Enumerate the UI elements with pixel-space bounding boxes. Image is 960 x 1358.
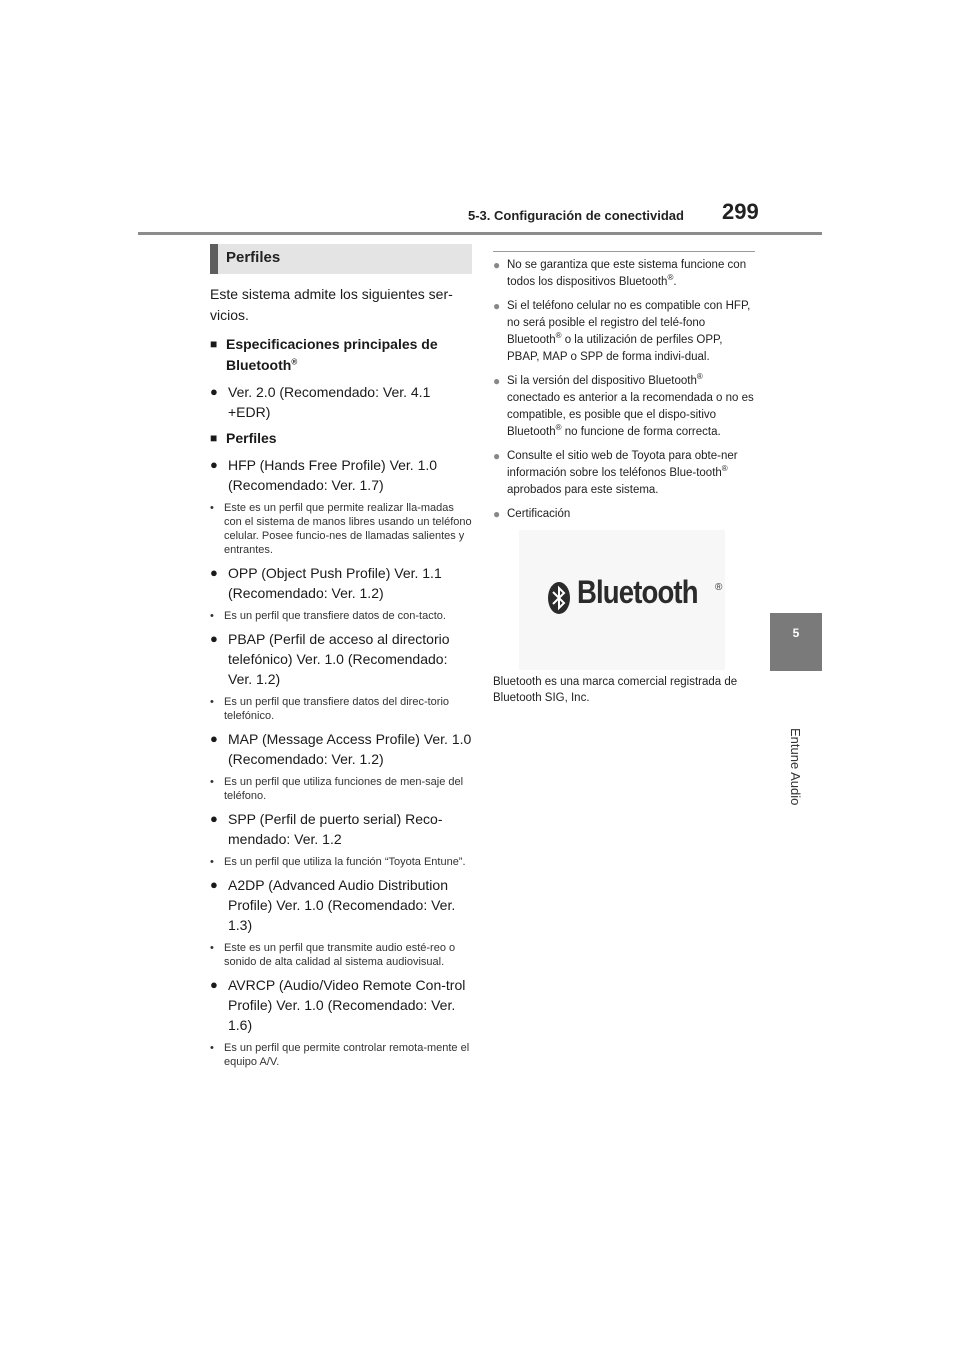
- section-heading: [210, 244, 472, 274]
- bullet-icon: ●: [493, 507, 501, 521]
- note-bullet-icon: •: [210, 776, 214, 788]
- bullet-icon: ●: [210, 631, 218, 646]
- notice-text-part: Consulte el sitio web de Toyota para obte-ner información sobre los teléfonos Blue-tooth: [507, 450, 738, 479]
- notice-item: [493, 448, 755, 499]
- profile-note-text: Este es un perfil que transmite audio esté-reo o sonido de alta calidad al sistema audiovisual.: [224, 942, 456, 968]
- bullet-icon: ●: [210, 384, 218, 399]
- notice-text-part: .: [673, 276, 677, 288]
- note-bullet-icon: •: [210, 696, 214, 708]
- chapter-tab[interactable]: [770, 613, 822, 671]
- profile-note: [210, 695, 472, 723]
- profile-note: [210, 501, 472, 557]
- note-bullet-icon: •: [210, 856, 214, 868]
- registered-mark: ®: [291, 357, 298, 367]
- notice-text: [507, 448, 755, 499]
- intro-paragraph: Este sistema admite los siguientes ser-vicios.: [210, 286, 453, 323]
- profile-note-text: Es un perfil que transfiere datos del direc-torio telefónico.: [224, 696, 450, 722]
- bluetooth-wordmark: Bluetooth: [577, 574, 698, 610]
- notice-text-part: no funcione de forma correcta.: [561, 426, 721, 438]
- registered-mark: ®: [555, 423, 562, 433]
- profile-note-text: Es un perfil que utiliza funciones de men-saje del teléfono.: [224, 776, 464, 802]
- profile-title: HFP (Hands Free Profile) Ver. 1.0 (Recomendado: Ver. 1.7): [228, 457, 438, 493]
- profile-note-text: Es un perfil que utiliza la función “Toyota Entune”.: [224, 856, 466, 868]
- profile-item: [210, 975, 472, 1035]
- square-bullet-icon: ■: [210, 431, 218, 445]
- square-bullet-icon: ■: [210, 337, 218, 351]
- chapter-tab-label: [788, 728, 804, 838]
- registered-mark: ®: [667, 273, 674, 283]
- notice-text-part: conectado es anterior a la recomendada o no es compatible, es posible que el dispo-sitivo Bluetooth: [507, 392, 754, 438]
- profile-note: [210, 855, 472, 869]
- notice-text: [507, 373, 755, 441]
- notice-item: [493, 373, 755, 441]
- bullet-icon: ●: [210, 977, 218, 992]
- bullet-icon: ●: [493, 258, 501, 272]
- profiles-heading-text: Perfiles: [226, 430, 277, 446]
- notice-text: [507, 257, 755, 291]
- bullet-icon: ●: [210, 731, 218, 746]
- profile-title: MAP (Message Access Profile) Ver. 1.0 (Recomendado: Ver. 1.2): [228, 731, 472, 767]
- note-bullet-icon: •: [210, 1042, 214, 1054]
- logo-registered-mark: ®: [715, 582, 723, 593]
- bullet-icon: ●: [210, 565, 218, 580]
- section-title: 5-3. Configuración de conectividad: [468, 208, 684, 223]
- bluetooth-logo: [519, 530, 725, 670]
- profile-item: [210, 629, 472, 689]
- bullet-icon: ●: [210, 877, 218, 892]
- bullet-icon: ●: [493, 374, 501, 388]
- spec-item: [210, 382, 472, 422]
- profile-note: [210, 609, 472, 623]
- profile-item: [210, 563, 472, 603]
- note-bullet-icon: •: [210, 502, 214, 514]
- notice-rule: [493, 251, 755, 252]
- bullet-icon: ●: [210, 811, 218, 826]
- profile-note-text: Es un perfil que permite controlar remota-mente el equipo A/V.: [224, 1042, 470, 1068]
- bullet-icon: ●: [493, 299, 501, 313]
- notice-item: [493, 257, 755, 291]
- notice-text-part: o la utilización de perfiles OPP, PBAP, MAP o SPP de forma indivi-dual.: [507, 334, 723, 363]
- section-heading-text: Perfiles: [226, 249, 281, 266]
- profile-item: [210, 455, 472, 495]
- profile-note: [210, 941, 472, 969]
- notice-text: [507, 298, 755, 366]
- right-column: [493, 252, 755, 706]
- registered-mark: ®: [555, 331, 562, 341]
- registered-mark: ®: [721, 464, 728, 474]
- profile-note-text: Este es un perfil que permite realizar lla-madas con el sistema de manos libres usando un teléfono celular. Posee funcio-nes de llamadas salientes y entrantes.: [224, 502, 472, 556]
- spec-heading: [210, 334, 472, 376]
- note-bullet-icon: •: [210, 610, 214, 622]
- profile-title: OPP (Object Push Profile) Ver. 1.1 (Recomendado: Ver. 1.2): [228, 565, 442, 601]
- bullet-icon: ●: [210, 457, 218, 472]
- profile-item: [210, 875, 472, 935]
- profile-note: [210, 1041, 472, 1069]
- spec-item-text: Ver. 2.0 (Recomendado: Ver. 4.1 +EDR): [228, 384, 431, 420]
- trademark-caption: Bluetooth es una marca comercial registrada de Bluetooth SIG, Inc.: [493, 676, 738, 704]
- page-number: 299: [722, 199, 759, 224]
- profile-title: A2DP (Advanced Audio Distribution Profile) Ver. 1.0 (Recomendado: Ver. 1.3): [228, 877, 456, 933]
- profile-note: [210, 775, 472, 803]
- notice-item: [493, 298, 755, 366]
- profile-title: SPP (Perfil de puerto serial) Reco-mendado: Ver. 1.2: [228, 811, 443, 847]
- bluetooth-icon: [547, 581, 571, 615]
- profile-item: [210, 809, 472, 849]
- profiles-heading: [210, 428, 472, 449]
- profile-note-text: Es un perfil que transfiere datos de con-tacto.: [224, 610, 446, 622]
- notice-text-part: No se garantiza que este sistema funcione con todos los dispositivos Bluetooth: [507, 259, 747, 288]
- notice-text: Certificación: [507, 508, 571, 520]
- profile-title: PBAP (Perfil de acceso al directorio telefónico) Ver. 1.0 (Recomendado: Ver. 1.2): [228, 631, 450, 687]
- notice-text-part: Si el teléfono celular no es compatible con HFP, no será posible el registro del telé-fono Bluetooth: [507, 300, 751, 346]
- chapter-label-text: Entune Audio: [788, 728, 803, 806]
- notice-text-part: aprobados para este sistema.: [507, 484, 659, 496]
- bullet-icon: ●: [493, 449, 501, 463]
- profile-title: AVRCP (Audio/Video Remote Con-trol Profile) Ver. 1.0 (Recomendado: Ver. 1.6): [228, 977, 466, 1033]
- header-rule: [138, 232, 822, 235]
- left-column: [210, 244, 472, 1075]
- chapter-tab-number: 5: [792, 626, 800, 640]
- profile-item: [210, 729, 472, 769]
- spec-heading-text: Especificaciones principales de Bluetooth: [226, 336, 438, 373]
- note-bullet-icon: •: [210, 942, 214, 954]
- notice-text-part: Si la versión del dispositivo Bluetooth: [507, 375, 697, 387]
- notice-item: [493, 506, 755, 523]
- registered-mark: ®: [696, 372, 703, 382]
